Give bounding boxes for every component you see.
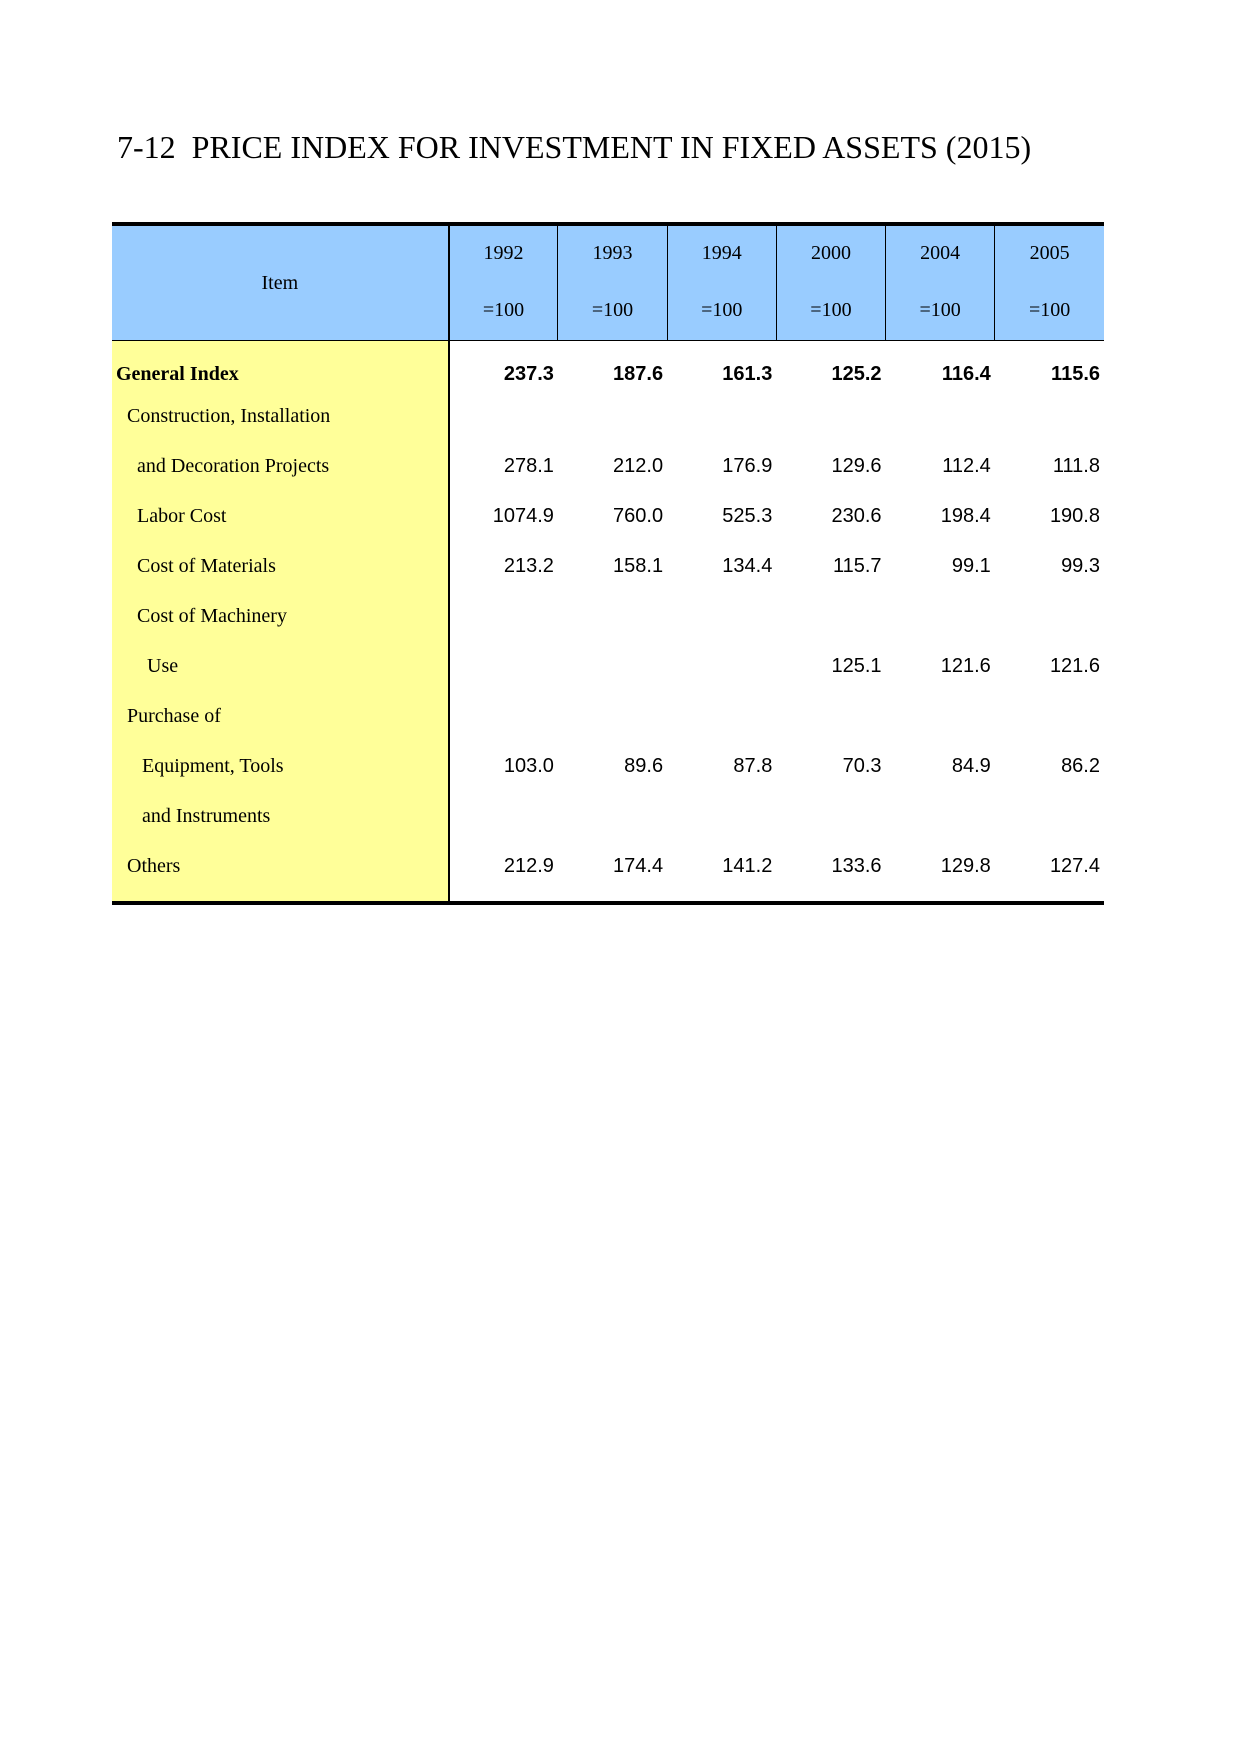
table-row [112, 641, 1104, 691]
column-header-1994 [667, 226, 776, 341]
value-padding-cell [886, 891, 995, 903]
row-value-1994 [667, 591, 776, 641]
table-row [112, 691, 1104, 741]
row-value-2000 [776, 691, 885, 741]
row-value-2005: 86.2 [1061, 754, 1100, 777]
row-value-1992: 212.9 [503, 854, 554, 877]
table-header [112, 224, 1104, 341]
table-row [112, 741, 1104, 791]
row-label: General Index [112, 341, 449, 392]
row-value-2004 [886, 691, 995, 741]
row-value-1993: 760.0 [613, 504, 664, 527]
row-value-1994 [667, 391, 776, 441]
row-value-2004 [886, 391, 995, 441]
row-label: and Decoration Projects [112, 441, 449, 491]
value-padding-cell [667, 891, 776, 903]
row-value-2000: 125.1 [831, 654, 882, 677]
item-column-header: Item [112, 226, 449, 341]
table-padding-row [112, 891, 1104, 903]
table-row [112, 841, 1104, 891]
table-body [112, 341, 1104, 904]
row-value-1993 [558, 641, 667, 691]
row-value-2004: 84.9 [951, 754, 991, 777]
row-value-2000: 230.6 [831, 504, 882, 527]
column-base: =100 [482, 299, 525, 321]
table-row [112, 441, 1104, 491]
row-value-1992 [449, 641, 558, 691]
row-value-2004: 112.4 [942, 454, 991, 477]
row-value-2005: 190.8 [1049, 504, 1100, 527]
row-value-1992: 237.3 [503, 362, 554, 385]
row-value-1992 [449, 391, 558, 441]
row-value-1993 [558, 791, 667, 841]
row-label: and Instruments [112, 791, 449, 841]
row-label: Cost of Materials [112, 541, 449, 591]
column-year: 2000 [810, 242, 851, 264]
row-value-1992 [449, 691, 558, 741]
row-value-2004: 129.8 [940, 854, 991, 877]
table-row [112, 791, 1104, 841]
row-value-1994: 87.8 [733, 754, 773, 777]
value-padding-cell [995, 891, 1104, 903]
column-base: =100 [591, 299, 634, 321]
row-value-2000: 133.6 [831, 854, 882, 877]
row-value-1993: 212.0 [613, 454, 664, 477]
row-value-1993: 89.6 [624, 754, 664, 777]
row-label: Construction, Installation [112, 391, 449, 441]
row-value-1993: 187.6 [613, 362, 664, 385]
page-title: 7-12 PRICE INDEX FOR INVESTMENT IN FIXED ASSETS (2015) [117, 129, 1032, 165]
column-header-2004 [886, 226, 995, 341]
column-year: 2005 [1029, 242, 1070, 264]
row-value-2005 [995, 691, 1104, 741]
row-value-2000: 125.2 [831, 362, 882, 385]
row-value-1994: 176.9 [722, 454, 773, 477]
row-value-1993 [558, 691, 667, 741]
column-year: 1993 [592, 242, 633, 264]
row-value-2005 [995, 391, 1104, 441]
row-value-1994 [667, 791, 776, 841]
column-year: 2004 [920, 242, 961, 264]
row-label: Labor Cost [112, 491, 449, 541]
row-value-2005: 115.6 [1051, 362, 1100, 385]
row-value-1993 [558, 591, 667, 641]
column-base: =100 [701, 299, 743, 321]
table-row [112, 541, 1104, 591]
row-value-1994: 141.2 [722, 854, 773, 877]
table-row [112, 491, 1104, 541]
label-padding-cell [112, 891, 449, 903]
column-base: =100 [919, 299, 961, 321]
row-value-2004: 198.4 [940, 504, 991, 527]
column-header-1992 [449, 226, 558, 341]
row-value-2000: 129.6 [831, 454, 882, 477]
row-value-1992: 278.1 [503, 454, 554, 477]
row-value-2000 [776, 791, 885, 841]
row-value-2005 [995, 591, 1104, 641]
row-value-1993 [558, 391, 667, 441]
row-value-1992: 213.2 [503, 554, 554, 577]
column-year: 1994 [701, 242, 742, 264]
row-value-2005: 121.6 [1049, 654, 1100, 677]
column-header-2000 [776, 226, 885, 341]
row-value-2005: 111.8 [1052, 454, 1100, 477]
row-value-2004 [886, 591, 995, 641]
bottom-rule [112, 903, 1104, 905]
row-value-1992 [449, 591, 558, 641]
column-header-1993 [558, 226, 667, 341]
row-value-2004: 121.6 [940, 654, 991, 677]
row-value-2000: 70.3 [842, 754, 882, 777]
value-padding-cell [449, 891, 558, 903]
row-label: Purchase of [112, 691, 449, 741]
row-label: Equipment, Tools [112, 741, 449, 791]
table-row [112, 341, 1104, 392]
row-value-1994 [667, 691, 776, 741]
row-value-1993: 174.4 [613, 854, 664, 877]
row-value-1992: 103.0 [503, 754, 554, 777]
price-index-table-container [112, 222, 1104, 905]
table-row [112, 391, 1104, 441]
row-value-2000 [776, 591, 885, 641]
row-label: Cost of Machinery [112, 591, 449, 641]
value-padding-cell [558, 891, 667, 903]
row-value-2004: 99.1 [951, 554, 991, 577]
row-value-1994: 134.4 [722, 554, 773, 577]
column-base: =100 [1028, 299, 1071, 321]
row-value-2000: 115.7 [832, 554, 882, 577]
column-header-2005 [995, 226, 1104, 341]
row-value-1994: 161.3 [722, 362, 773, 385]
price-index-table [112, 222, 1104, 905]
column-base: =100 [810, 299, 852, 321]
row-value-1993: 158.1 [613, 554, 664, 577]
column-year: 1992 [483, 242, 524, 264]
row-value-2004: 116.4 [941, 362, 991, 385]
row-value-2005: 99.3 [1061, 554, 1100, 577]
row-value-2004 [886, 791, 995, 841]
row-value-1994 [667, 641, 776, 691]
row-value-2005: 127.4 [1049, 854, 1100, 877]
row-value-2000 [776, 391, 885, 441]
row-value-2005 [995, 791, 1104, 841]
row-value-1994: 525.3 [722, 504, 773, 527]
table-row [112, 591, 1104, 641]
row-label: Others [112, 841, 449, 891]
row-value-1992 [449, 791, 558, 841]
row-value-1992: 1074.9 [492, 504, 554, 527]
value-padding-cell [776, 891, 885, 903]
row-label: Use [112, 641, 449, 691]
